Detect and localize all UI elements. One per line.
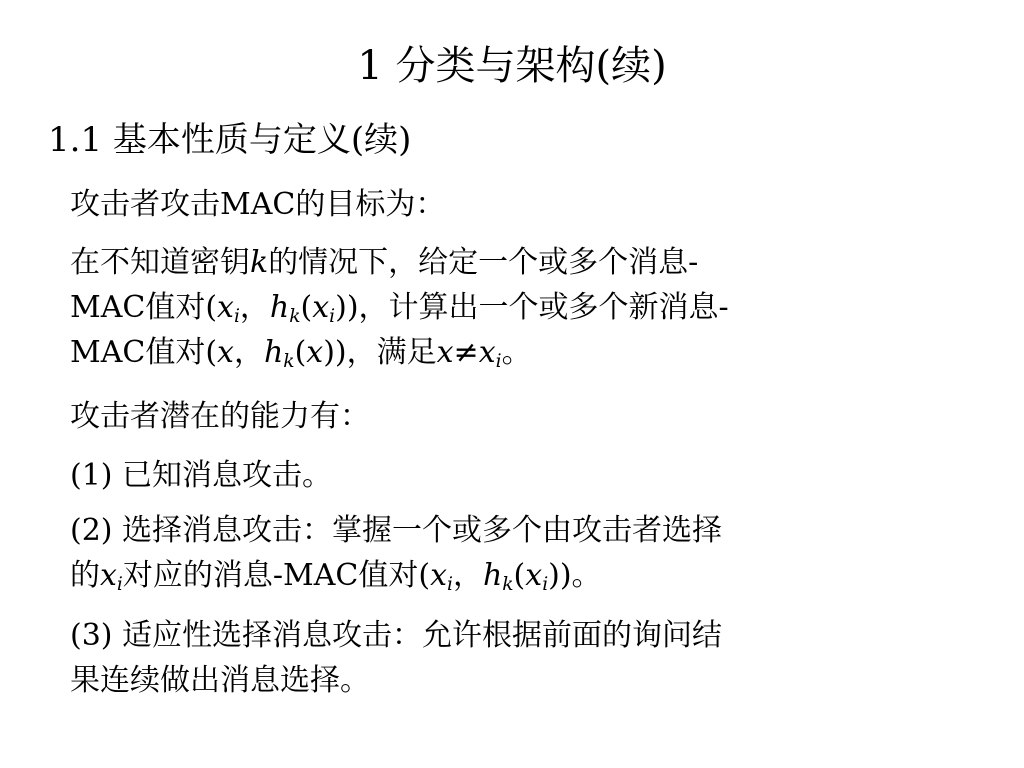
goal-description-line-2 [70,285,940,330]
ability-3-paragraph [70,613,940,703]
goal-intro-text-post: 的目标为： [295,187,446,222]
math-x: x [100,558,117,593]
math-h: h [482,558,503,593]
math-subscript-i: i [116,574,123,596]
math-paren: ( [294,335,307,370]
math-x: x [525,558,543,593]
key-symbol-k: k [250,245,269,280]
ability-text: ， [452,558,483,593]
goal-description-line-1 [70,240,940,285]
math-h: h [269,290,290,325]
ability-text: 的 [70,558,100,593]
math-subscript-k: k [283,351,295,373]
goal-text: ))，计算出一个或多个新消息- [335,290,729,325]
goal-description-line-3 [70,330,940,375]
math-paren: ( [300,290,313,325]
goal-intro-text-pre: 攻击者攻击 [70,187,220,222]
goal-intro-paragraph [70,182,940,227]
math-subscript-k: k [502,574,514,596]
math-subscript-i: i [233,306,240,328]
goal-text: ， [233,335,264,370]
goal-text: 。 [501,335,532,370]
ability-1-paragraph [70,453,940,498]
math-subscript-i: i [542,574,549,596]
math-x: x [217,335,234,370]
abilities-intro-line: 攻击者潜在的能力有： [70,399,370,434]
math-h: h [263,335,284,370]
goal-text: MAC值对( [70,290,218,325]
ability-2-line-1: (2) 选择消息攻击：掌握一个或多个由攻击者选择 [70,513,723,548]
slide-title: 1 分类与架构(续) [357,43,667,89]
math-x: x [217,290,234,325]
math-x: x [430,558,447,593]
ability-2-line-2 [70,553,940,598]
goal-intro-text-mac: MAC [220,187,296,222]
math-x: x [306,335,324,370]
goal-text: 在不知道密钥 [70,245,250,280]
goal-text: 的情况下，给定一个或多个消息- [268,245,699,280]
math-subscript-i: i [329,306,336,328]
ability-3-line-1: (3) 适应性选择消息攻击：允许根据前面的询问结 [70,618,723,653]
ability-2-paragraph [70,508,940,598]
ability-text: ))。 [548,558,602,593]
section-heading: 1.1 基本性质与定义(续) [48,120,412,160]
goal-text: ， [239,290,270,325]
math-subscript-k: k [289,306,301,328]
math-x: x [312,290,330,325]
math-condition: x≠x [436,335,496,370]
math-paren: ( [513,558,526,593]
goal-text: MAC值对( [70,335,218,370]
math-subscript-i: i [495,351,502,373]
ability-1-line: (1) 已知消息攻击。 [70,458,333,493]
ability-3-line-2: 果连续做出消息选择。 [70,663,370,698]
ability-text: 对应的消息-MAC值对( [122,558,431,593]
goal-description-paragraph [70,240,940,375]
abilities-intro-paragraph [70,394,940,439]
goal-text: ))，满足 [323,335,437,370]
math-subscript-i: i [446,574,453,596]
goal-intro-line [70,182,940,227]
